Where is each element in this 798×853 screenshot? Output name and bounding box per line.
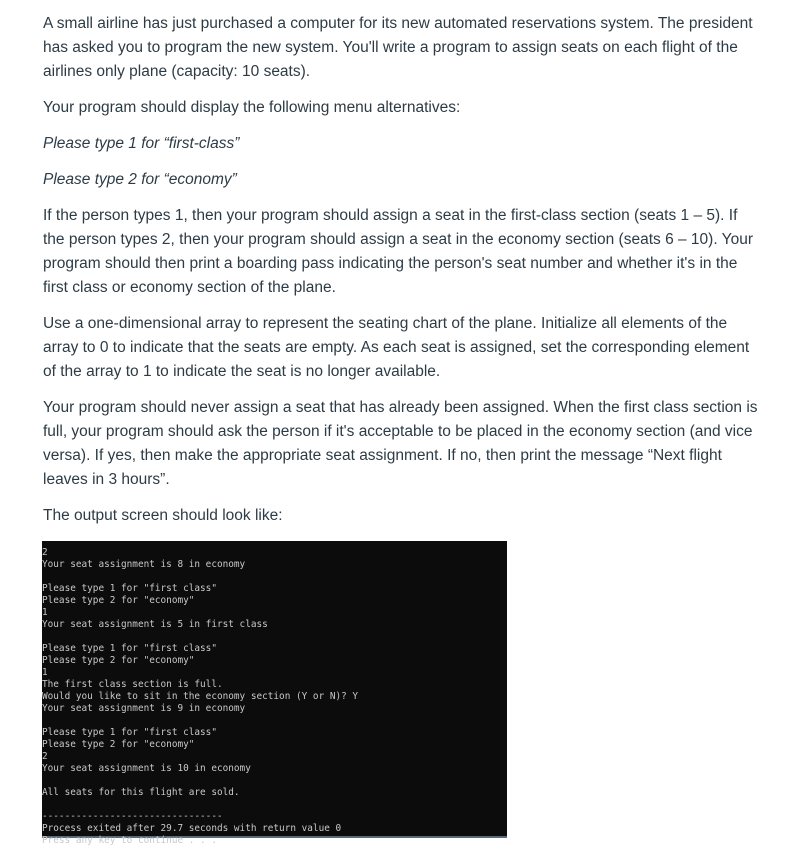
console-line: Please type 1 for "first class" — [42, 643, 217, 654]
console-line: Your seat assignment is 9 in economy — [42, 703, 246, 714]
console-line: -------------------------------- — [42, 811, 223, 822]
console-line: Your seat assignment is 5 in first class — [42, 619, 268, 630]
console-line — [42, 799, 358, 811]
console-line: Please type 2 for "economy" — [42, 655, 195, 666]
console-lines — [42, 547, 358, 847]
console-line — [42, 571, 358, 583]
console-line: Please type 1 for "first class" — [42, 727, 217, 738]
console-line: Please type 2 for "economy" — [42, 595, 195, 606]
console-line: Would you like to sit in the economy section (Y or N)? Y — [42, 691, 359, 702]
console-line: All seats for this flight are sold. — [42, 787, 240, 798]
console-line: Press any key to continue . . . — [42, 835, 217, 846]
array-paragraph: Use a one-dimensional array to represent the seating chart of the plane. Initialize all elements of the array to 0 to indicate that the seats are empty. As each seat is assigned, set the corresponding element of the array to 1 to indicate the seat is no longer available. — [43, 315, 750, 380]
console-line: Please type 1 for "first class" — [42, 583, 217, 594]
console-line — [42, 631, 358, 643]
menu-intro-paragraph: Your program should display the following menu alternatives: — [43, 99, 461, 116]
console-line: The first class section is full. — [42, 679, 223, 690]
console-line — [42, 775, 358, 787]
console-line: Your seat assignment is 8 in economy — [42, 559, 246, 570]
output-intro-paragraph: The output screen should look like: — [43, 507, 283, 524]
menu-option-economy: Please type 2 for “economy” — [43, 171, 237, 188]
console-output-screenshot — [42, 541, 507, 846]
console-line: 1 — [42, 607, 48, 618]
console-line: 2 — [42, 547, 48, 558]
full-section-paragraph: Your program should never assign a seat that has already been assigned. When the first class section is full, your program should ask the person if it's acceptable to be placed in the economy section (and vice versa). If yes, then make the appropriate seat assignment. If no, then print the message “Next flight leaves in 3 hours”. — [43, 399, 758, 488]
console-line: Please type 2 for "economy" — [42, 739, 195, 750]
console-line: Your seat assignment is 10 in economy — [42, 763, 251, 774]
console-line: 1 — [42, 667, 48, 678]
intro-paragraph: A small airline has just purchased a computer for its new automated reservations system. The president has asked you to program the new system. You'll write a program to assign seats on each flight of the airlines only plane (capacity: 10 seats). — [43, 15, 753, 80]
assignment-document — [43, 12, 763, 540]
menu-option-first-class: Please type 1 for “first-class” — [43, 135, 240, 152]
console-line: 2 — [42, 751, 48, 762]
console-line: Process exited after 29.7 seconds with return value 0 — [42, 823, 342, 834]
console-line — [42, 715, 358, 727]
seat-assignment-paragraph: If the person types 1, then your program should assign a seat in the first-class section (seats 1 – 5). If the person types 2, then your program should assign a seat in the economy section (seats 6 – 10). Your program should then print a boarding pass indicating the person's seat number and whether it's in the first class or economy section of the plane. — [43, 207, 753, 296]
